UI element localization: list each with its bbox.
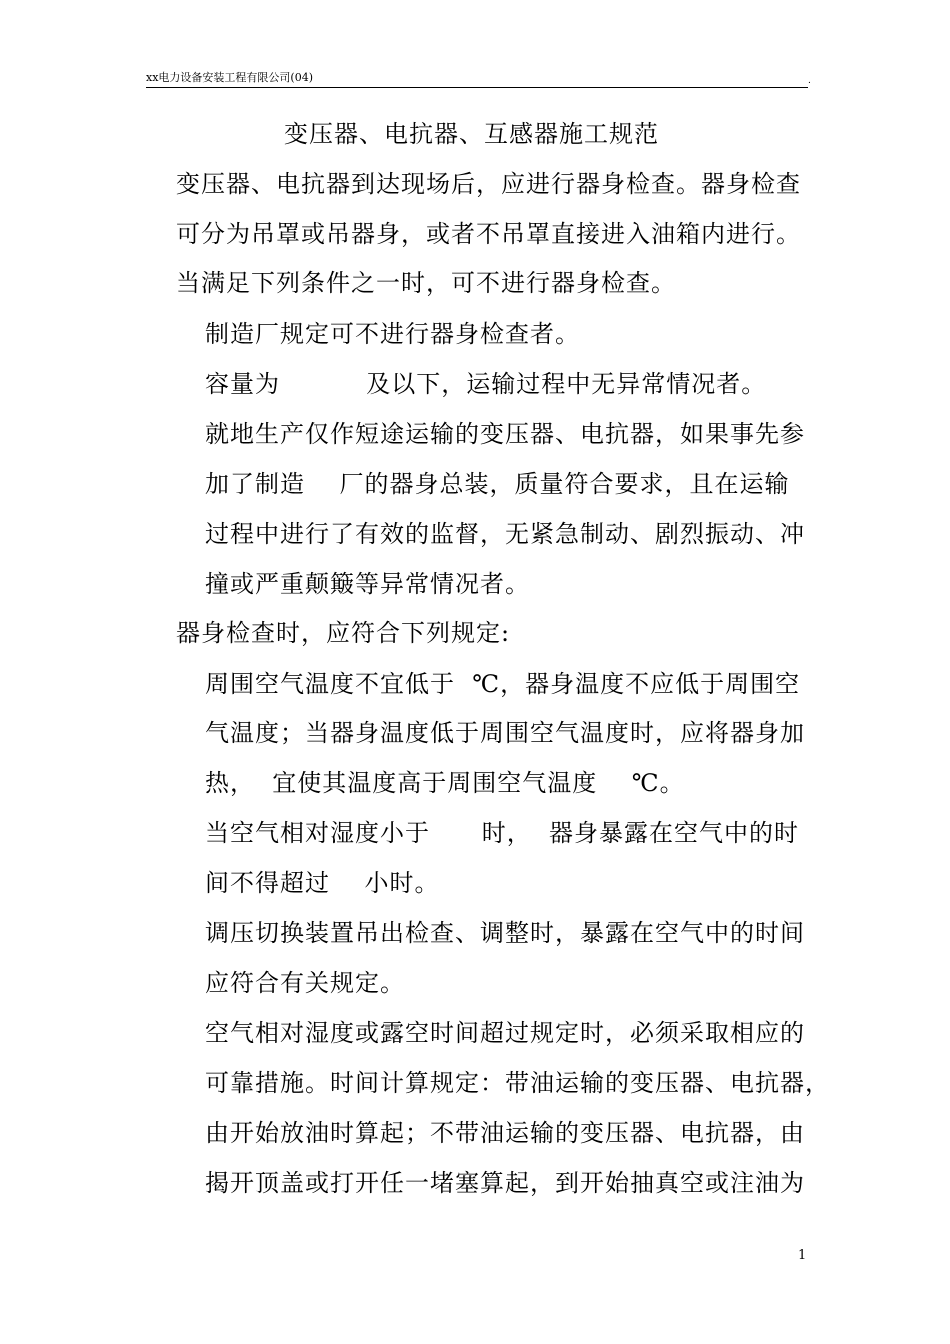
page-number: 1 [798,1248,807,1263]
body-line: 器身检查时，应符合下列规定: [176,619,511,647]
body-line: 可分为吊罩或吊器身，或者不吊罩直接进入油箱内进行。 [176,220,801,248]
body-line: 由开始放油时算起；不带油运输的变压器、电抗器，由 [205,1119,805,1147]
page-header [146,71,808,88]
header-mark: . [808,76,811,86]
body-line: 热， 宜使其温度高于周围空气温度 ℃。 [205,769,685,797]
body-line: 过程中进行了有效的监督，无紧急制动、剧烈振动、冲 [205,520,805,548]
document-title: 变压器、电抗器、互感器施工规范 [284,120,659,148]
header-company: xx电力设备安装工程有限公司(04) [146,71,313,84]
body-line: 间不得超过 小时。 [205,869,440,897]
body-line: 加了制造 厂的器身总装，质量符合要求，且在运输 [205,470,790,498]
body-line: 应符合有关规定。 [205,969,405,997]
body-line: 当满足下列条件之一时，可不进行器身检查。 [176,269,676,297]
body-line: 气温度；当器身温度低于周围空气温度时，应将器身加 [205,719,805,747]
body-line: 调压切换装置吊出检查、调整时，暴露在空气中的时间 [205,919,805,947]
body-line: 揭开顶盖或打开任一堵塞算起，到开始抽真空或注油为 [205,1169,805,1197]
body-line: 容量为 及以下，运输过程中无异常情况者。 [205,370,767,398]
body-line: 制造厂规定可不进行器身检查者。 [205,320,580,348]
body-line: 周围空气温度不宜低于 ℃，器身温度不应低于周围空 [205,670,801,698]
body-line: 变压器、电抗器到达现场后，应进行器身检查。器身检查 [176,170,801,198]
body-line: 撞或严重颠簸等异常情况者。 [205,570,530,598]
body-line: 当空气相对湿度小于 时， 器身暴露在空气中的时 [205,819,800,847]
body-line: 空气相对湿度或露空时间超过规定时，必须采取相应的 [205,1019,805,1047]
body-line: 可靠措施。时间计算规定：带油运输的变压器、电抗器， [205,1069,830,1097]
body-line: 就地生产仅作短途运输的变压器、电抗器，如果事先参 [205,420,805,448]
